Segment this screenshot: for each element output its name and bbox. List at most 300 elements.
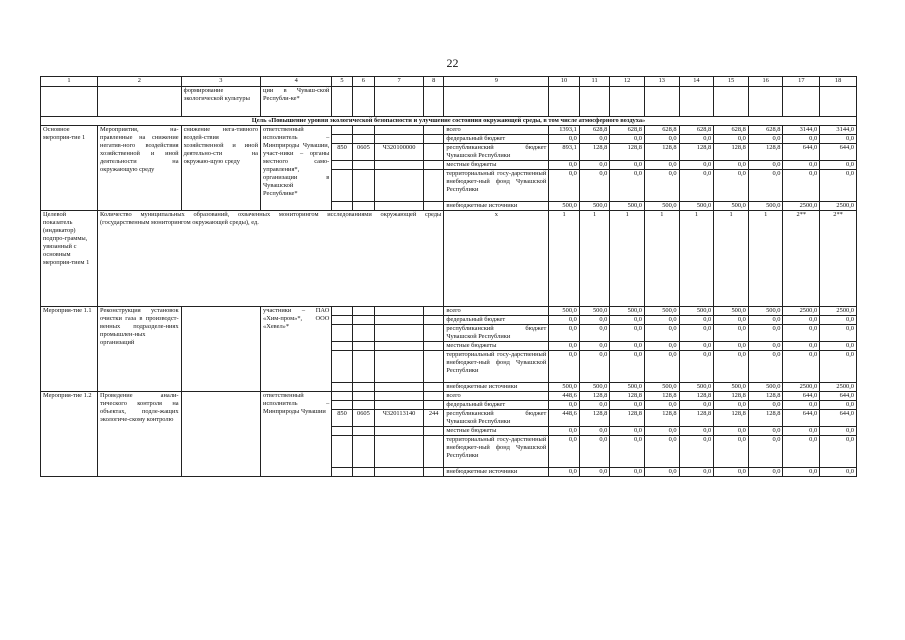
indicator-value-cell: 1	[748, 211, 783, 307]
activity-result-cell: снижение нега-тивного воздей-ствия хозяйственной и иной деятельно-сти на окружаю-щую среду	[181, 126, 260, 211]
header-cell: 5	[332, 77, 352, 87]
code-cell	[423, 161, 443, 170]
code-cell	[423, 342, 443, 351]
value-cell: 500,0	[679, 383, 714, 392]
value-cell: 0,0	[579, 161, 610, 170]
value-cell: 128,8	[679, 144, 714, 161]
value-cell: 2500,0	[783, 383, 820, 392]
value-cell: 128,8	[579, 392, 610, 401]
value-cell: 0,0	[783, 401, 820, 410]
value-cell: 0,0	[783, 161, 820, 170]
code-cell	[352, 342, 374, 351]
code-cell	[332, 202, 352, 211]
activity-name-cell: Мероприя-тие 1.1	[41, 307, 98, 392]
value-cell: 0,0	[644, 436, 679, 468]
value-cell: 500,0	[579, 307, 610, 316]
value-cell: 0,0	[610, 325, 645, 342]
activity-executor-cell: ответственный исполнитель – Минприроды Чувашии, участ-ники – органы местного само-управления*, организации в Чувашской Республике*	[261, 126, 332, 211]
funding-source-cell: всего	[444, 307, 549, 316]
value-cell: 0,0	[610, 161, 645, 170]
funding-source-cell: федеральный бюджет	[444, 316, 549, 325]
value-cell: 500,0	[579, 202, 610, 211]
value-cell: 0,0	[579, 325, 610, 342]
value-cell: 628,8	[610, 126, 645, 135]
code-cell	[332, 383, 352, 392]
header-row	[41, 77, 857, 87]
header-cell: 16	[748, 77, 783, 87]
activity-result-cell	[181, 392, 260, 477]
header-cell: 17	[783, 77, 820, 87]
code-cell	[423, 316, 443, 325]
funding-source-cell: федеральный бюджет	[444, 135, 549, 144]
code-cell	[352, 307, 374, 316]
finance-row	[41, 126, 857, 135]
code-cell	[352, 383, 374, 392]
value-cell: 0,0	[748, 161, 783, 170]
indicator-x-cell: x	[444, 211, 549, 307]
funding-source-cell: республиканский бюджет Чувашской Республики	[444, 325, 549, 342]
code-cell	[352, 427, 374, 436]
header-cell: 4	[261, 77, 332, 87]
value-cell: 0,0	[579, 316, 610, 325]
value-cell: 644,0	[783, 410, 820, 427]
indicator-row	[41, 211, 857, 307]
activity-name-cell: Основное мероприя-тие 1	[41, 126, 98, 211]
funding-source-cell: всего	[444, 126, 549, 135]
code-cell	[375, 468, 424, 477]
code-cell	[332, 161, 352, 170]
code-rz-cell: 0605	[352, 144, 374, 161]
code-cell	[423, 202, 443, 211]
value-cell: 0,0	[549, 427, 580, 436]
value-cell: 0,0	[748, 135, 783, 144]
indicator-name-cell: Целевой показатель (индикатор) подпро-граммы, увязанный с основным мероприя-тием 1	[41, 211, 98, 307]
code-cell	[352, 325, 374, 342]
code-cell	[375, 307, 424, 316]
header-cell: 2	[98, 77, 182, 87]
header-cell: 18	[820, 77, 857, 87]
code-cell	[423, 468, 443, 477]
value-cell: 893,1	[549, 144, 580, 161]
value-cell: 500,0	[610, 202, 645, 211]
code-cell	[375, 325, 424, 342]
value-cell: 0,0	[820, 170, 857, 202]
value-cell: 0,0	[820, 468, 857, 477]
value-cell: 0,0	[748, 436, 783, 468]
value-cell: 3144,0	[820, 126, 857, 135]
value-cell: 500,0	[644, 202, 679, 211]
code-cell	[352, 202, 374, 211]
indicator-text-cell: Количество муниципальных образований, охваченных мониторингом исследованиями окружающей среды (государственным мониторингом окружающей среды), ед.	[98, 211, 444, 307]
value-cell: 0,0	[783, 170, 820, 202]
code-cell	[375, 161, 424, 170]
indicator-value-cell: 1	[644, 211, 679, 307]
header-cell: 12	[610, 77, 645, 87]
value-cell: 2500,0	[783, 202, 820, 211]
value-cell: 0,0	[610, 170, 645, 202]
value-cell: 128,8	[644, 410, 679, 427]
value-cell: 500,0	[714, 202, 749, 211]
value-cell: 3144,0	[783, 126, 820, 135]
value-cell: 500,0	[549, 307, 580, 316]
value-cell: 0,0	[644, 342, 679, 351]
code-cell	[352, 135, 374, 144]
value-cell: 0,0	[644, 135, 679, 144]
activity-result-cell	[181, 307, 260, 392]
goal-row	[41, 117, 857, 126]
value-cell: 0,0	[679, 325, 714, 342]
activity-description-cell: Реконструкция установок очистки газа в производст-венных подразделе-ниях промышлен-ных организаций	[98, 307, 182, 392]
value-cell: 0,0	[748, 351, 783, 383]
value-cell: 0,0	[820, 427, 857, 436]
value-cell: 0,0	[679, 135, 714, 144]
value-cell: 0,0	[579, 170, 610, 202]
value-cell: 500,0	[714, 383, 749, 392]
indicator-value-cell: 1	[679, 211, 714, 307]
code-cell	[332, 342, 352, 351]
value-cell: 0,0	[679, 161, 714, 170]
indicator-value-cell: 2**	[783, 211, 820, 307]
value-cell: 2500,0	[820, 202, 857, 211]
program-table	[40, 76, 857, 477]
value-cell: 128,8	[610, 144, 645, 161]
code-cell	[332, 135, 352, 144]
value-cell: 2500,0	[783, 307, 820, 316]
value-cell: 0,0	[549, 316, 580, 325]
code-cell	[332, 351, 352, 383]
value-cell: 0,0	[679, 401, 714, 410]
value-cell: 128,8	[714, 392, 749, 401]
funding-source-cell: местные бюджеты	[444, 161, 549, 170]
code-cell	[423, 427, 443, 436]
value-cell: 0,0	[748, 468, 783, 477]
header-cell: 13	[644, 77, 679, 87]
value-cell: 0,0	[579, 401, 610, 410]
value-cell: 0,0	[679, 316, 714, 325]
code-cell	[375, 351, 424, 383]
value-cell: 128,8	[579, 144, 610, 161]
code-cell	[375, 342, 424, 351]
value-cell: 0,0	[679, 436, 714, 468]
funding-source-cell: территориальный госу-дарственный внебюджет-ный фонд Чувашской Республики	[444, 170, 549, 202]
code-cell	[332, 316, 352, 325]
code-cell	[423, 401, 443, 410]
value-cell: 0,0	[783, 351, 820, 383]
code-cell	[332, 325, 352, 342]
value-cell: 500,0	[748, 383, 783, 392]
value-cell: 0,0	[679, 342, 714, 351]
value-cell: 0,0	[748, 427, 783, 436]
indicator-value-cell: 1	[579, 211, 610, 307]
funding-source-cell: внебюджетные источники	[444, 383, 549, 392]
header-cell: 3	[181, 77, 260, 87]
value-cell: 500,0	[679, 202, 714, 211]
value-cell: 0,0	[679, 427, 714, 436]
finance-row	[41, 392, 857, 401]
value-cell: 628,8	[644, 126, 679, 135]
code-cell	[423, 392, 443, 401]
page-number: 22	[446, 56, 459, 70]
code-cell	[375, 401, 424, 410]
code-cell	[423, 170, 443, 202]
value-cell: 0,0	[783, 342, 820, 351]
value-cell: 0,0	[549, 436, 580, 468]
value-cell: 0,0	[549, 468, 580, 477]
code-cell	[375, 202, 424, 211]
value-cell: 644,0	[783, 392, 820, 401]
value-cell: 0,0	[714, 436, 749, 468]
value-cell: 0,0	[820, 342, 857, 351]
code-grbs-cell: 850	[332, 144, 352, 161]
value-cell: 0,0	[679, 170, 714, 202]
value-cell: 500,0	[549, 202, 580, 211]
value-cell: 0,0	[714, 427, 749, 436]
code-cell	[332, 392, 352, 401]
code-csr-cell: Ч320113140	[375, 410, 424, 427]
value-cell: 0,0	[714, 170, 749, 202]
code-cell	[332, 401, 352, 410]
value-cell: 0,0	[644, 316, 679, 325]
value-cell: 0,0	[549, 351, 580, 383]
code-cell	[423, 126, 443, 135]
value-cell: 0,0	[610, 135, 645, 144]
value-cell: 0,0	[748, 325, 783, 342]
value-cell: 0,0	[783, 135, 820, 144]
value-cell: 0,0	[644, 161, 679, 170]
value-cell: 0,0	[783, 436, 820, 468]
value-cell: 0,0	[820, 316, 857, 325]
value-cell: 0,0	[714, 316, 749, 325]
code-cell	[423, 436, 443, 468]
continuation-row	[41, 87, 857, 117]
code-cell	[375, 392, 424, 401]
funding-source-cell: территориальный госу-дарственный внебюджет-ный фонд Чувашской Республики	[444, 351, 549, 383]
funding-source-cell: внебюджетные источники	[444, 202, 549, 211]
value-cell: 0,0	[579, 427, 610, 436]
value-cell: 0,0	[748, 401, 783, 410]
code-cell	[375, 126, 424, 135]
code-csr-cell: Ч320100000	[375, 144, 424, 161]
value-cell: 448,6	[549, 410, 580, 427]
value-cell: 0,0	[714, 325, 749, 342]
header-cell: 10	[549, 77, 580, 87]
value-cell: 0,0	[549, 401, 580, 410]
value-cell: 0,0	[549, 342, 580, 351]
value-cell: 0,0	[579, 468, 610, 477]
code-grbs-cell: 850	[332, 410, 352, 427]
code-cell	[375, 316, 424, 325]
value-cell: 0,0	[644, 427, 679, 436]
header-cell: 9	[444, 77, 549, 87]
value-cell: 0,0	[610, 401, 645, 410]
indicator-value-cell: 1	[610, 211, 645, 307]
value-cell: 0,0	[549, 161, 580, 170]
code-cell	[423, 325, 443, 342]
value-cell: 0,0	[820, 401, 857, 410]
value-cell: 0,0	[644, 468, 679, 477]
value-cell: 128,8	[644, 144, 679, 161]
value-cell: 500,0	[714, 307, 749, 316]
value-cell: 0,0	[748, 316, 783, 325]
value-cell: 0,0	[820, 135, 857, 144]
value-cell: 0,0	[610, 316, 645, 325]
value-cell: 128,8	[644, 392, 679, 401]
value-cell: 0,0	[748, 342, 783, 351]
value-cell: 644,0	[783, 144, 820, 161]
code-cell	[375, 383, 424, 392]
code-cell	[352, 161, 374, 170]
code-vr-cell: 244	[423, 410, 443, 427]
code-cell	[375, 436, 424, 468]
funding-source-cell: местные бюджеты	[444, 342, 549, 351]
code-cell	[332, 126, 352, 135]
value-cell: 644,0	[820, 144, 857, 161]
value-cell: 0,0	[714, 468, 749, 477]
code-vr-cell	[423, 144, 443, 161]
value-cell: 128,8	[748, 392, 783, 401]
funding-source-cell: местные бюджеты	[444, 427, 549, 436]
code-cell	[352, 401, 374, 410]
value-cell: 128,8	[610, 392, 645, 401]
value-cell: 500,0	[610, 383, 645, 392]
value-cell: 2500,0	[820, 383, 857, 392]
value-cell: 500,0	[644, 383, 679, 392]
funding-source-cell: республиканский бюджет Чувашской Республики	[444, 144, 549, 161]
table-body	[41, 77, 857, 477]
value-cell: 0,0	[549, 170, 580, 202]
value-cell: 628,8	[748, 126, 783, 135]
value-cell: 500,0	[644, 307, 679, 316]
code-cell	[352, 170, 374, 202]
value-cell: 128,8	[610, 410, 645, 427]
goal-title: Цель «Повышение уровня экологической безопасности и улучшение состояния окружающей среды, в том числе атмосферного воздуха»	[41, 117, 857, 126]
value-cell: 500,0	[610, 307, 645, 316]
header-cell: 8	[423, 77, 443, 87]
value-cell: 128,8	[714, 144, 749, 161]
code-cell	[423, 351, 443, 383]
funding-source-cell: внебюджетные источники	[444, 468, 549, 477]
value-cell: 0,0	[714, 401, 749, 410]
value-cell: 128,8	[748, 144, 783, 161]
value-cell: 0,0	[644, 325, 679, 342]
code-rz-cell: 0605	[352, 410, 374, 427]
value-cell: 0,0	[820, 325, 857, 342]
code-cell	[352, 436, 374, 468]
cont-exec-cell: ции в Чуваш-ской Республи-ке*	[261, 87, 332, 117]
value-cell: 0,0	[610, 427, 645, 436]
header-cell: 7	[375, 77, 424, 87]
value-cell: 0,0	[579, 436, 610, 468]
header-cell: 15	[714, 77, 749, 87]
value-cell: 500,0	[549, 383, 580, 392]
value-cell: 0,0	[783, 316, 820, 325]
value-cell: 0,0	[820, 161, 857, 170]
header-cell: 6	[352, 77, 374, 87]
value-cell: 0,0	[783, 325, 820, 342]
value-cell: 0,0	[644, 170, 679, 202]
value-cell: 500,0	[579, 383, 610, 392]
value-cell: 1393,1	[549, 126, 580, 135]
value-cell: 0,0	[610, 351, 645, 383]
value-cell: 0,0	[549, 325, 580, 342]
funding-source-cell: республиканский бюджет Чувашской Республики	[444, 410, 549, 427]
code-cell	[352, 392, 374, 401]
value-cell: 128,8	[679, 392, 714, 401]
code-cell	[423, 135, 443, 144]
value-cell: 0,0	[549, 135, 580, 144]
value-cell: 0,0	[679, 468, 714, 477]
value-cell: 0,0	[714, 342, 749, 351]
value-cell: 0,0	[714, 161, 749, 170]
header-cell: 14	[679, 77, 714, 87]
value-cell: 128,8	[748, 410, 783, 427]
code-cell	[375, 135, 424, 144]
value-cell: 0,0	[644, 351, 679, 383]
code-cell	[352, 126, 374, 135]
activity-description-cell: Мероприятия, на-правленные на снижение негатив-ного воздействия хозяйственной и иной деятельности на окружающую среду	[98, 126, 182, 211]
code-cell	[352, 316, 374, 325]
indicator-value-cell: 1	[549, 211, 580, 307]
value-cell: 0,0	[579, 351, 610, 383]
code-cell	[332, 427, 352, 436]
value-cell: 0,0	[610, 436, 645, 468]
value-cell: 0,0	[644, 401, 679, 410]
funding-source-cell: территориальный госу-дарственный внебюджет-ный фонд Чувашской Республики	[444, 436, 549, 468]
value-cell: 500,0	[748, 307, 783, 316]
code-cell	[375, 170, 424, 202]
funding-source-cell: всего	[444, 392, 549, 401]
value-cell: 2500,0	[820, 307, 857, 316]
value-cell: 628,8	[579, 126, 610, 135]
code-cell	[375, 427, 424, 436]
activity-description-cell: Проведение анали-тического контроля на объектах, подле-жащих экологиче-скому контролю	[98, 392, 182, 477]
code-cell	[352, 468, 374, 477]
activity-name-cell: Мероприя-тие 1.2	[41, 392, 98, 477]
header-cell: 11	[579, 77, 610, 87]
code-cell	[352, 351, 374, 383]
value-cell: 0,0	[783, 427, 820, 436]
funding-source-cell: федеральный бюджет	[444, 401, 549, 410]
value-cell: 0,0	[679, 351, 714, 383]
code-cell	[332, 468, 352, 477]
value-cell: 644,0	[820, 410, 857, 427]
value-cell: 0,0	[579, 342, 610, 351]
value-cell: 128,8	[714, 410, 749, 427]
value-cell: 0,0	[610, 468, 645, 477]
indicator-value-cell: 1	[714, 211, 749, 307]
value-cell: 628,8	[679, 126, 714, 135]
activity-executor-cell: участники – ПАО «Хим-пром»*, ООО «Хевел»*	[261, 307, 332, 392]
indicator-value-cell: 2**	[820, 211, 857, 307]
value-cell: 448,6	[549, 392, 580, 401]
code-cell	[332, 307, 352, 316]
value-cell: 0,0	[714, 135, 749, 144]
header-cell: 1	[41, 77, 98, 87]
finance-row	[41, 307, 857, 316]
value-cell: 128,8	[579, 410, 610, 427]
value-cell: 0,0	[714, 351, 749, 383]
value-cell: 644,0	[820, 392, 857, 401]
value-cell: 0,0	[610, 342, 645, 351]
value-cell: 0,0	[820, 351, 857, 383]
value-cell: 0,0	[783, 468, 820, 477]
activity-executor-cell: ответственный исполнитель – Минприроды Чувашии	[261, 392, 332, 477]
code-cell	[332, 170, 352, 202]
code-cell	[423, 383, 443, 392]
value-cell: 500,0	[748, 202, 783, 211]
value-cell: 0,0	[748, 170, 783, 202]
code-cell	[332, 436, 352, 468]
